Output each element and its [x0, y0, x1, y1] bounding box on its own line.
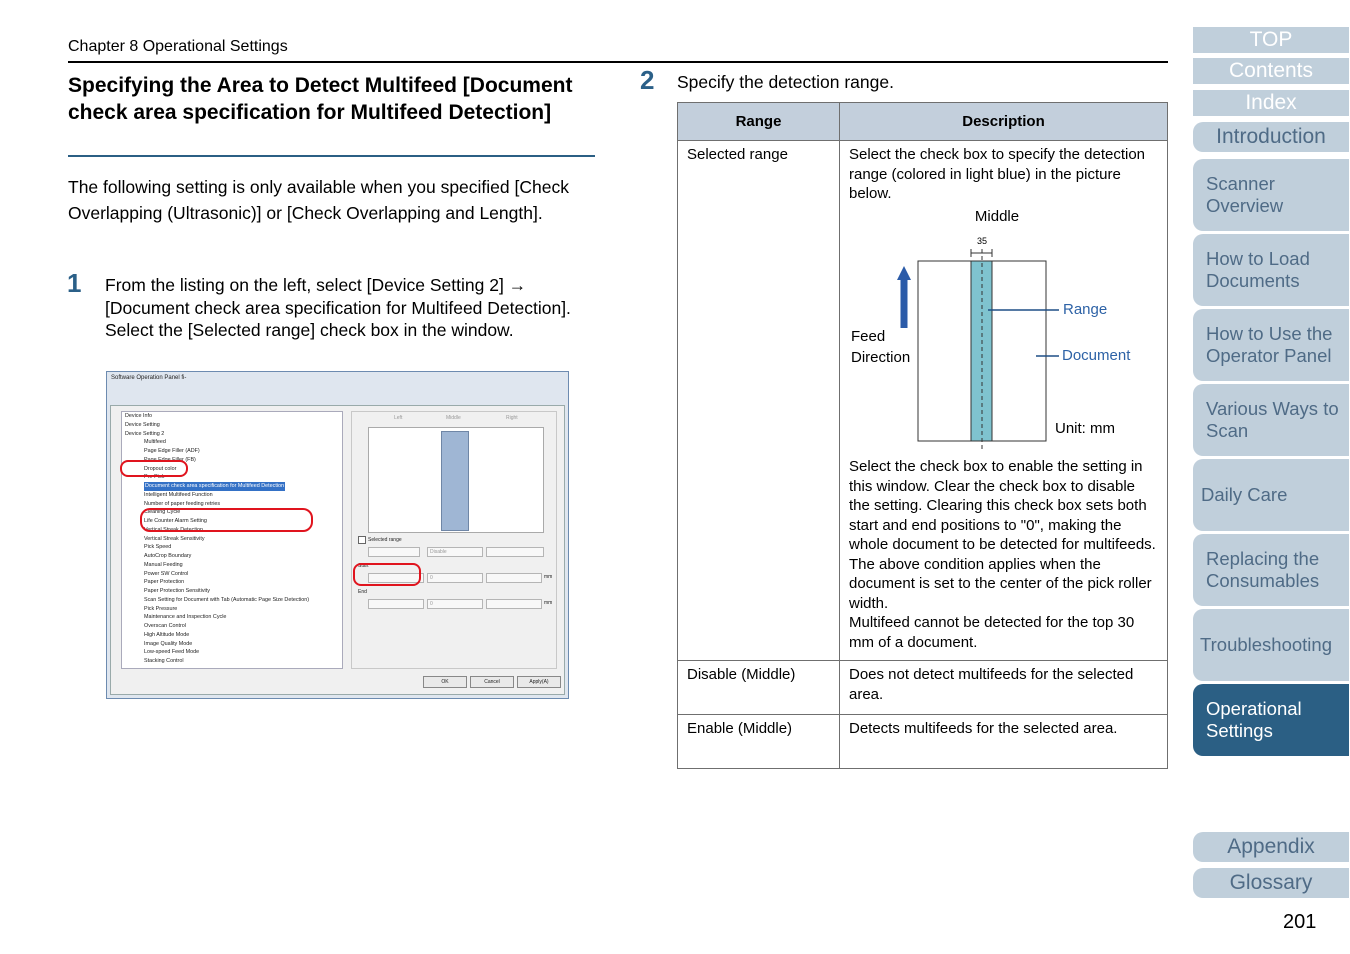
tree-item[interactable]: Manual Feeding: [144, 561, 183, 568]
tree-item[interactable]: AutoCrop Boundary: [144, 553, 192, 559]
preview-range-bar: [441, 431, 469, 531]
preview-middle-label: Middle: [446, 415, 461, 421]
chapter-header: Chapter 8 Operational Settings: [68, 38, 288, 55]
step-2-number: 2: [640, 65, 655, 95]
tree-item[interactable]: Dropout color: [144, 465, 177, 472]
tree-item[interactable]: Scan Setting for Document with Tab (Automatic Page Size Detection): [144, 596, 309, 603]
nav-troubleshooting[interactable]: Troubleshooting: [1193, 609, 1349, 681]
range-cell: Disable (Middle): [678, 661, 840, 715]
tree-item[interactable]: Multifeed: [144, 439, 166, 446]
tree-item[interactable]: Page Edge Filler (FB): [144, 456, 196, 463]
highlight-ring: [140, 508, 313, 532]
tree-item[interactable]: Vertical Streak Detection: [144, 526, 204, 533]
header-description: Description: [840, 103, 1168, 141]
tree-item[interactable]: Stacking Control: [144, 658, 184, 664]
tree-item[interactable]: Overscan Control: [144, 623, 186, 629]
detection-range-diagram: [849, 204, 1159, 452]
step-1-number: 1: [67, 268, 82, 298]
tree-item[interactable]: Number of paper feeding retries: [144, 500, 221, 507]
nav-operational-settings[interactable]: Operational Settings: [1193, 684, 1349, 756]
nav-top-button[interactable]: TOP: [1193, 27, 1349, 53]
range-cell: Selected range: [678, 141, 840, 661]
nav-contents-button[interactable]: Contents: [1193, 58, 1349, 84]
nav-how-to-use-operator-panel[interactable]: How to Use the Operator Panel: [1193, 309, 1349, 381]
nav-replacing-consumables[interactable]: Replacing the Consumables: [1193, 534, 1349, 606]
intro-paragraph: The following setting is only available when you specified [Check Overlapping (Ultrasonic)] or [Check Overlapping and Length].: [68, 177, 569, 223]
document-callout-label: Document: [1062, 346, 1131, 364]
preview-left-label: Left: [394, 415, 403, 421]
tree-item[interactable]: Device Info: [125, 413, 152, 419]
settings-panel: [351, 411, 557, 669]
start-unit: mm: [544, 574, 553, 580]
range-preview: [368, 427, 544, 533]
step-1-line2: Select the [Selected range] check box in the window.: [105, 320, 514, 340]
right-select[interactable]: [486, 547, 544, 557]
nav-introduction[interactable]: Introduction: [1193, 122, 1349, 152]
nav-scanner-overview[interactable]: Scanner Overview: [1193, 159, 1349, 231]
unit-label: Unit: mm: [1055, 419, 1115, 437]
range-cell: Enable (Middle): [678, 715, 840, 769]
page-number: 201: [1283, 911, 1317, 933]
tree-item[interactable]: Intelligent Multifeed Function: [144, 491, 213, 498]
tree-item-device-setting-2[interactable]: Device Setting 2: [125, 430, 165, 437]
tree-item[interactable]: Low-speed Feed Mode: [144, 649, 200, 656]
end-left-field[interactable]: [368, 599, 424, 609]
end-label: End: [358, 589, 367, 595]
tree-item[interactable]: Life Counter Alarm Setting: [144, 518, 207, 524]
middle-select[interactable]: [427, 547, 483, 557]
description-text: Select the check box to specify the detection range (colored in light blue) in the picture below.: [849, 146, 1146, 202]
tree-item[interactable]: Page Edge Filler (ADF): [144, 448, 200, 454]
start-middle-field[interactable]: [427, 573, 483, 583]
tree-item[interactable]: Pre-Pick: [144, 474, 165, 481]
diagram-middle-label: Middle: [974, 207, 1020, 225]
range-callout-label: Range: [1063, 300, 1108, 318]
tree-item[interactable]: Paper Protection: [144, 579, 185, 586]
description-cell: Detects multifeeds for the selected area.: [840, 715, 1168, 769]
highlight-ring: [353, 563, 421, 586]
range-table: [677, 102, 1168, 769]
end-unit: mm: [544, 600, 553, 606]
description-cell: [840, 141, 1168, 661]
tree-item[interactable]: Pick Pressure: [144, 605, 178, 612]
tree-item[interactable]: High Altitude Mode: [144, 631, 190, 638]
selected-range-label: Selected range: [368, 537, 402, 543]
section-title-underline: [68, 155, 595, 157]
apply-button[interactable]: Apply(A): [517, 676, 561, 688]
start-value: 0: [430, 575, 433, 581]
header-divider: [68, 61, 1168, 63]
nav-glossary[interactable]: Glossary: [1193, 868, 1349, 898]
nav-appendix[interactable]: Appendix: [1193, 832, 1349, 862]
left-select[interactable]: [368, 547, 420, 557]
section-title: Specifying the Area to Detect Multifeed [Document check area specification for Multifeed Detection]: [68, 74, 573, 124]
tree-item-document-check-area[interactable]: Document check area specification for Multifeed Detection: [145, 483, 285, 489]
feed-arrow-shaft: [901, 280, 908, 328]
tree-item[interactable]: Vertical Streak Sensitivity: [144, 535, 205, 542]
preview-right-label: Right: [506, 415, 518, 421]
description-text: Multifeed cannot be detected for the top 30 mm of a document.: [849, 614, 1135, 651]
diagram-width-value: 35: [976, 235, 988, 246]
nav-index-button[interactable]: Index: [1193, 90, 1349, 116]
start-label: Start: [358, 563, 369, 569]
middle-select-value: Disable: [430, 549, 447, 555]
nav-various-ways-to-scan[interactable]: Various Ways to Scan: [1193, 384, 1349, 456]
start-right-field[interactable]: [486, 573, 542, 583]
nav-daily-care[interactable]: Daily Care: [1193, 459, 1349, 531]
table-row: [678, 141, 1168, 661]
header-range: Range: [678, 103, 840, 141]
table-row: [678, 715, 1168, 769]
highlight-ring: [120, 460, 188, 477]
description-cell: Does not detect multifeeds for the selected area.: [840, 661, 1168, 715]
tree-item[interactable]: Device Setting: [125, 421, 160, 428]
tree-item[interactable]: Paper Protection Sensitivity: [144, 588, 210, 594]
window-body: [110, 405, 565, 695]
end-middle-field[interactable]: [427, 599, 483, 609]
table-row: [678, 661, 1168, 715]
feed-arrow-head: [897, 266, 911, 280]
table-header-row: [678, 103, 1168, 141]
nav-how-to-load-documents[interactable]: How to Load Documents: [1193, 234, 1349, 306]
settings-tree: [121, 411, 343, 669]
cancel-button[interactable]: Cancel: [470, 676, 514, 688]
selected-range-checkbox[interactable]: [358, 536, 366, 544]
step-2-text: Specify the detection range.: [677, 72, 894, 92]
tree-item[interactable]: Cleaning Cycle: [144, 509, 181, 516]
end-right-field[interactable]: [486, 599, 542, 609]
tree-item[interactable]: Maintenance and Inspection Cycle: [144, 614, 227, 621]
feed-direction-label-1: Feed: [851, 327, 886, 345]
tree-item[interactable]: Pick Speed: [144, 544, 172, 551]
step-1-text: [105, 274, 585, 342]
software-operation-panel-screenshot: [106, 371, 569, 699]
description-text: Select the check box to enable the setting in this window. Clear the check box to disable the setting. Clearing this check box sets both start and end positions to "0", making the whole document to be detected for multifeeds.: [849, 458, 1156, 553]
window-title: Software Operation Panel fi-: [111, 375, 187, 381]
tree-item[interactable]: Power SW Control: [144, 570, 189, 577]
description-text: The above condition applies when the document is set to the center of the pick roller width.: [849, 555, 1152, 612]
end-value: 0: [430, 601, 433, 607]
ok-button[interactable]: OK: [423, 676, 467, 688]
feed-direction-label-2: Direction: [851, 348, 911, 366]
step-1-line1: From the listing on the left, select [Device Setting 2] → [Document check area specification for Multifeed Detection].: [105, 275, 571, 318]
tree-item[interactable]: Image Quality Mode: [144, 640, 193, 647]
